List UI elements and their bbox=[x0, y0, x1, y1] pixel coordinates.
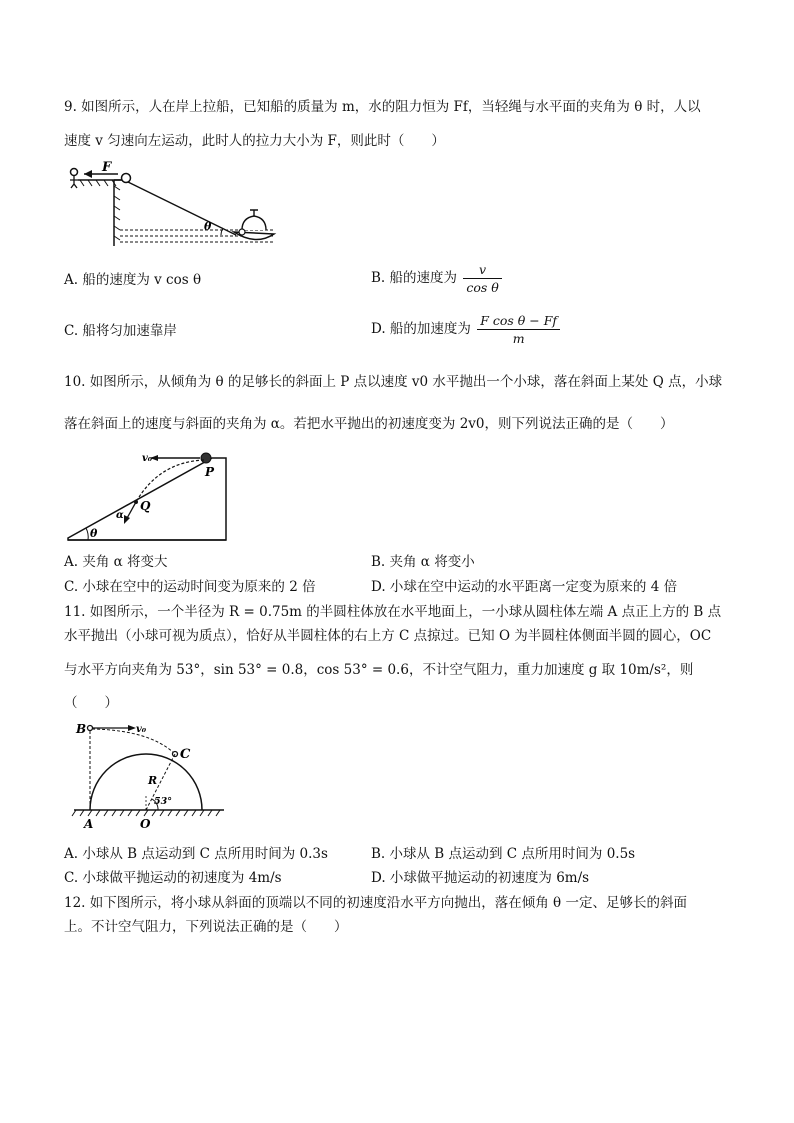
q11-stem-line1: 11. 如图所示，一个半径为 R = 0.75m 的半圆柱体放在水平地面上，一小球从圆柱体左端 A 点正上方的 B 点 bbox=[64, 604, 722, 620]
v0-label: v₀ bbox=[142, 453, 153, 464]
angle-arc bbox=[221, 228, 223, 235]
b-label: B bbox=[76, 722, 87, 736]
q10-figure bbox=[64, 448, 232, 544]
q9-option-d-fraction bbox=[477, 313, 560, 346]
angle-label: 53° bbox=[154, 796, 172, 807]
trajectory bbox=[92, 729, 175, 754]
q11-option-c[interactable]: C. 小球做平抛运动的初速度为 4m/s bbox=[64, 870, 282, 886]
q11-option-d[interactable]: D. 小球做平抛运动的初速度为 6m/s bbox=[371, 870, 590, 886]
q9-stem-line2: 速度 v 匀速向左运动，此时人的拉力大小为 F，则此时（ ） bbox=[64, 133, 445, 149]
person-body-icon bbox=[70, 176, 78, 188]
wall-hatch bbox=[114, 186, 120, 240]
q9-option-b-num: v bbox=[463, 262, 501, 279]
angle-label: θ bbox=[204, 220, 212, 233]
v0-label: v₀ bbox=[136, 724, 147, 735]
q9-option-d[interactable] bbox=[371, 313, 560, 346]
q9-figure bbox=[66, 160, 286, 252]
bank-hatch bbox=[80, 180, 116, 186]
q10-stem-line2: 落在斜面上的速度与斜面的夹角为 α。若把水平抛出的初速度变为 2v0，则下列说法正确的是（ ） bbox=[64, 416, 674, 432]
q9-option-d-den: m bbox=[512, 331, 525, 346]
force-arrowhead bbox=[84, 170, 92, 178]
q9-option-b-fraction bbox=[463, 262, 501, 295]
q10-stem-line1: 10. 如图所示，从倾角为 θ 的足够长的斜面上 P 点以速度 v0 水平抛出一个小球，落在斜面上某处 Q 点，小球 bbox=[64, 374, 723, 390]
q10-option-d[interactable]: D. 小球在空中运动的水平距离一定变为原来的 4 倍 bbox=[371, 579, 678, 595]
r-label: R bbox=[148, 774, 158, 787]
q11-option-b[interactable]: B. 小球从 B 点运动到 C 点所用时间为 0.5s bbox=[371, 846, 636, 862]
ball-b-icon bbox=[88, 726, 93, 731]
ground-hatch bbox=[72, 810, 220, 816]
q9-option-d-prefix: D. 船的加速度为 bbox=[371, 321, 471, 337]
person-head-icon bbox=[71, 169, 78, 176]
q-label: Q bbox=[140, 499, 151, 513]
q9-option-a[interactable]: A. 船的速度为 v cos θ bbox=[64, 272, 202, 288]
theta-label: θ bbox=[90, 527, 98, 540]
q11-stem-line3: 与水平方向夹角为 53°，sin 53° = 0.8，cos 53° = 0.6，不计空气阻力，重力加速度 g 取 10m/s²，则 bbox=[64, 662, 694, 678]
q10-option-c[interactable]: C. 小球在空中的运动时间变为原来的 2 倍 bbox=[64, 579, 316, 595]
q10-option-a[interactable]: A. 夹角 α 将变大 bbox=[64, 554, 168, 570]
q11-stem-line2: 水平抛出（小球可视为质点），恰好从半圆柱体的右上方 C 点掠过。已知 O 为半圆柱体侧面半圆的圆心，OC bbox=[64, 628, 712, 644]
pulley-icon bbox=[122, 174, 131, 183]
ball-p-icon bbox=[201, 453, 211, 463]
c-label: C bbox=[180, 747, 191, 762]
q11-option-a[interactable]: A. 小球从 B 点运动到 C 点所用时间为 0.3s bbox=[64, 846, 328, 862]
q11-figure bbox=[70, 716, 230, 834]
q12-stem-line1: 12. 如下图所示，将小球从斜面的顶端以不同的初速度沿水平方向抛出，落在倾角 θ 一定、足够长的斜面 bbox=[64, 895, 687, 911]
boat-mast bbox=[250, 210, 258, 216]
q9-stem-line1: 9. 如图所示，人在岸上拉船，已知船的质量为 m，水的阻力恒为 Ff，当轻绳与水平面的夹角为 θ 时，人以 bbox=[64, 99, 701, 115]
a-label: A bbox=[84, 817, 94, 831]
alpha-label: α bbox=[116, 510, 124, 521]
boat-cabin bbox=[242, 216, 266, 230]
o-label: O bbox=[140, 817, 151, 831]
q10-option-b[interactable]: B. 夹角 α 将变小 bbox=[371, 554, 475, 570]
q9-option-b-den: cos θ bbox=[466, 280, 499, 295]
p-label: P bbox=[205, 465, 215, 479]
q9-option-c[interactable]: C. 船将匀加速靠岸 bbox=[64, 323, 177, 339]
q12-stem-line2: 上。不计空气阻力，下列说法正确的是（ ） bbox=[64, 919, 348, 935]
q9-option-b-prefix: B. 船的速度为 bbox=[371, 270, 458, 286]
q9-option-b[interactable] bbox=[371, 262, 502, 295]
rope bbox=[128, 182, 236, 235]
q9-option-d-num: F cos θ − Ff bbox=[477, 313, 560, 330]
q11-stem-line4: （ ） bbox=[64, 695, 118, 711]
force-label: F bbox=[102, 160, 112, 175]
